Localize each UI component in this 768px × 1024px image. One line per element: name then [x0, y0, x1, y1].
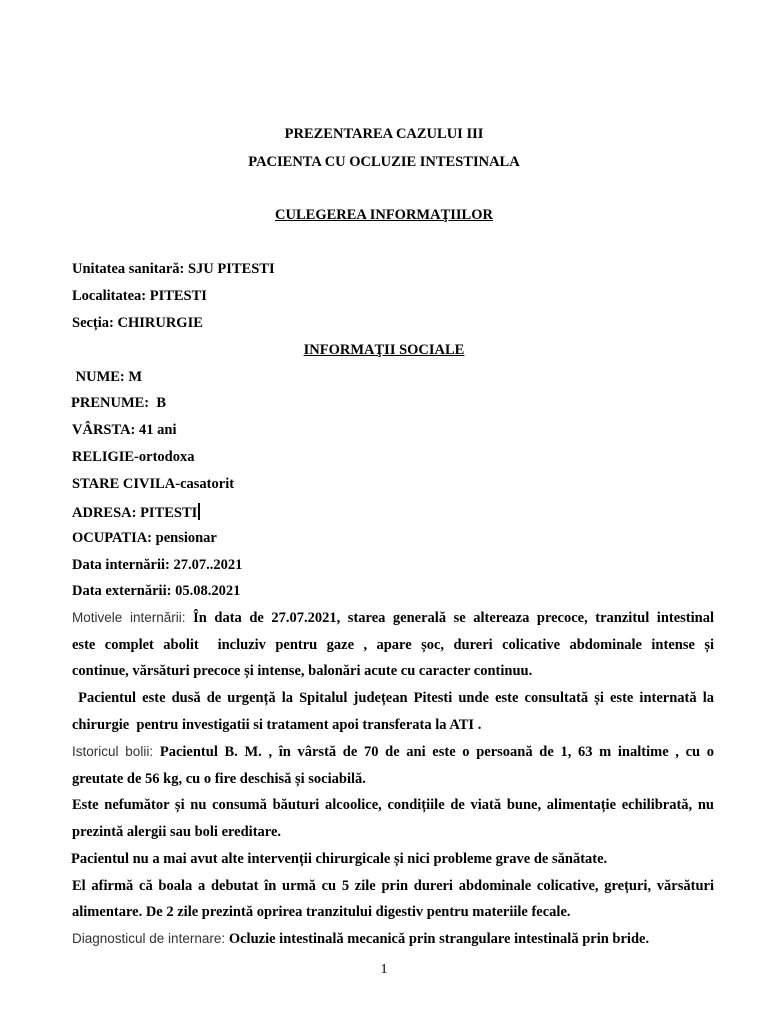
history-label: Istoricul bolii: [72, 744, 160, 759]
history-line-1 [72, 744, 714, 761]
case-title: PREZENTAREA CAZULUI III [284, 126, 484, 142]
department-field: Secția: CHIRURGIE [72, 315, 203, 331]
history-line-7: alimentare. De 2 zile prezintă oprirea tranzitului digestiv pentru materiile fecale. [72, 904, 571, 920]
section-heading-social: INFORMAŢII SOCIALE [303, 342, 465, 358]
history-line-5: Pacientul nu a mai avut alte intervenții chirurgicale și nici probleme grave de sănătate. [71, 851, 608, 867]
history-line-3: Este nefumător și nu consumă băuturi alcoolice, condițiile de viată bune, alimentație echilibrată, nu [72, 797, 714, 813]
admission-reasons-text: În data de 27.07.2021, starea generală se altereaza precoce, tranzitul intestinal [193, 610, 714, 626]
address-line [72, 503, 714, 522]
civil-status-field: STARE CIVILA-casatorit [72, 476, 235, 492]
section-heading-information: CULEGEREA INFORMAŢIILOR [275, 207, 493, 223]
diagnosis-line [72, 931, 714, 948]
religion-field: RELIGIE-ortodoxa [72, 449, 195, 465]
admission-reasons-label: Motivele internării: [72, 610, 194, 625]
locality-field: Localitatea: PITESTI [72, 288, 207, 304]
age-field: VÂRSTA: 41 ani [72, 422, 177, 438]
history-line-4: prezintă alergii sau boli ereditare. [72, 824, 282, 840]
admission-reasons-line-4: Pacientul este dusă de urgență la Spitalul județean Pitesti unde este consultată și este internată la [72, 690, 714, 706]
name-field: NUME: M [72, 369, 143, 385]
admission-reasons-line-5: chirurgie pentru investigatii si tratament apoi transferata la ATI . [72, 717, 482, 733]
text-cursor [198, 503, 200, 520]
first-name-field: PRENUME: B [71, 395, 167, 411]
admission-reasons-line-3: continue, vărsături precoce și intense, balonări acute cu caracter continuu. [72, 663, 533, 679]
occupation-field: OCUPATIA: pensionar [72, 530, 217, 546]
diagnosis-label: Diagnosticul de internare: [72, 931, 229, 946]
address-field: ADRESA: PITESTI [72, 505, 198, 521]
history-line-2: greutate de 56 kg, cu o fire deschisă și sociabilă. [72, 771, 366, 787]
case-subtitle: PACIENTA CU OCLUZIE INTESTINALA [248, 154, 520, 170]
admission-reasons-line-1 [72, 610, 714, 627]
diagnosis-text: Ocluzie intestinală mecanică prin strangulare intestinală prin bride. [228, 931, 650, 947]
discharge-date-field: Data externării: 05.08.2021 [72, 583, 241, 599]
page-number: 1 [380, 962, 388, 977]
admission-reasons-line-2: este complet abolit incluziv pentru gaze , apare șoc, dureri colicative abdominale intense și [72, 637, 714, 653]
admission-date-field: Data internării: 27.07..2021 [72, 557, 243, 573]
unit-field: Unitatea sanitară: SJU PITESTI [72, 261, 275, 277]
history-text: Pacientul B. M. , în vârstă de 70 de ani este o persoană de 1, 63 m inaltime , cu o [159, 744, 714, 760]
history-line-6: El afirmă că boala a debutat în urmă cu 5 zile prin dureri abdominale colicative, grețuri, vărsături [72, 878, 714, 894]
